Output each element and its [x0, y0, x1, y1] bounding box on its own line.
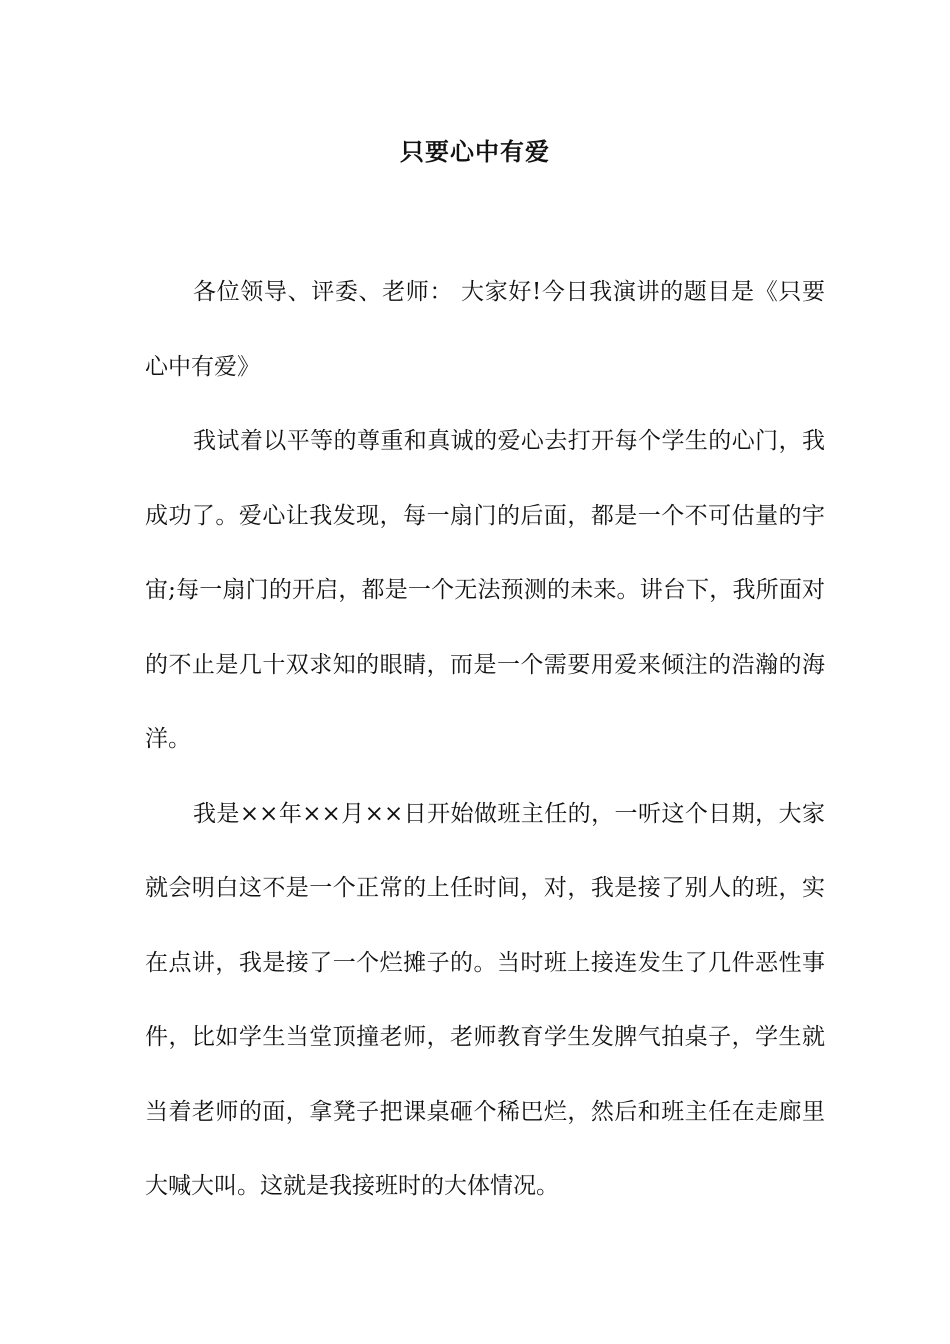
paragraph-love: 我试着以平等的尊重和真诚的爱心去打开每个学生的心门，我成功了。爱心让我发现，每一扇门的后面，都是一个不可估量的宇宙;每一扇门的开启，都是一个无法预测的未来。讲台下，我所面对的不止是几十双求知的眼睛，而是一个需要用爱来倾注的浩瀚的海洋。: [145, 428, 825, 752]
paragraph-class-situation: 我是××年××月××日开始做班主任的，一听这个日期，大家就会明白这不是一个正常的上任时间，对，我是接了别人的班，实在点讲，我是接了一个烂摊子的。当时班上接连发生了几件恶性事件，比如学生当堂顶撞老师，老师教育学生发脾气拍桌子，学生就当着老师的面，拿凳子把课桌砸个稀巴烂，然后和班主任在走廊里大喊大叫。这就是我接班时的大体情况。: [145, 800, 825, 1199]
document-body: [145, 255, 825, 1224]
document-title: 只要心中有爱: [400, 137, 550, 166]
paragraph-greeting: 各位领导、评委、老师： 大家好!今日我演讲的题目是《只要心中有爱》: [145, 279, 825, 380]
